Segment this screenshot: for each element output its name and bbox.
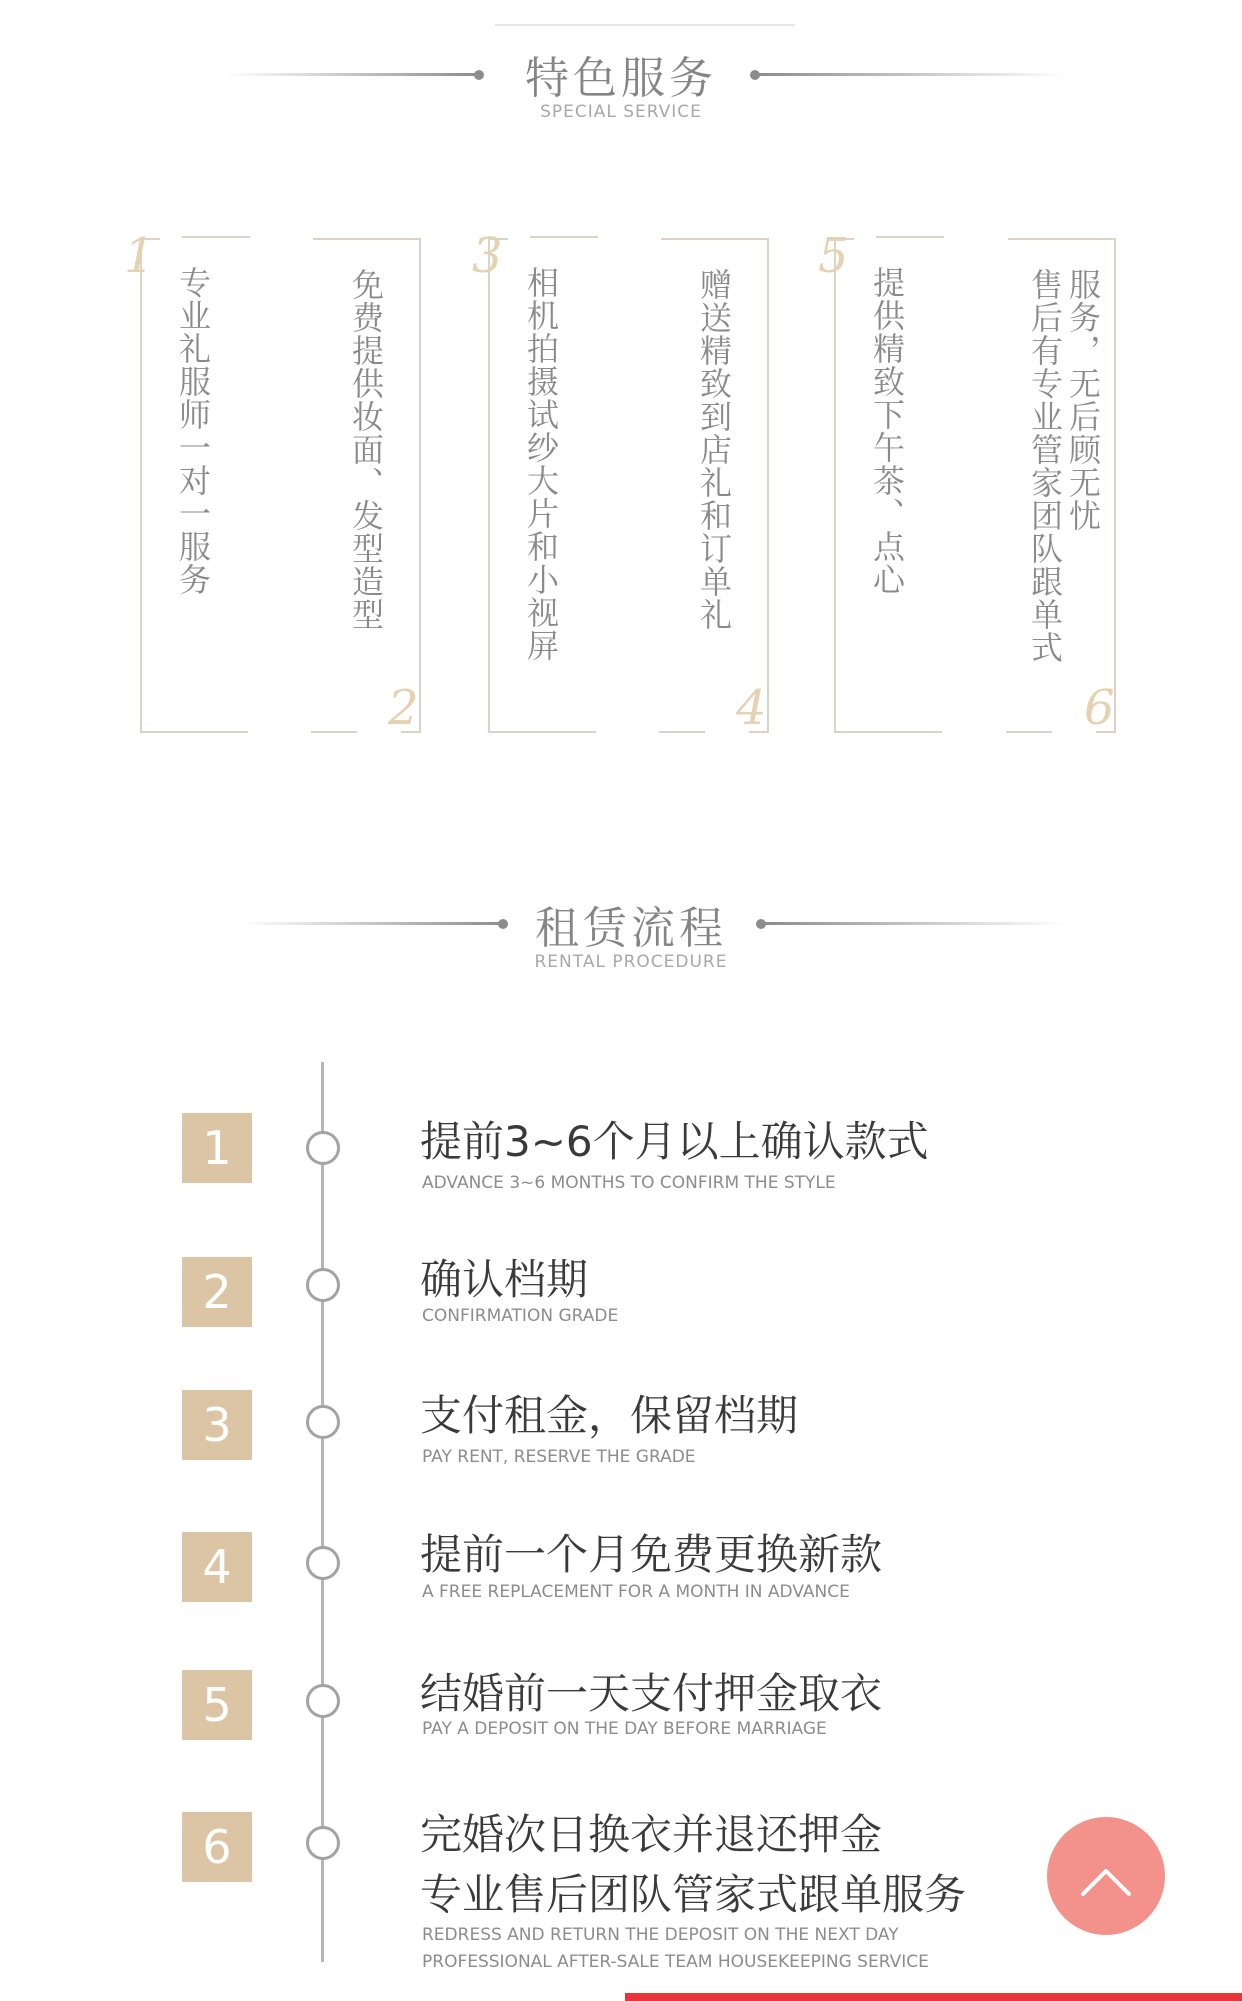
- timeline-node: [306, 1826, 340, 1860]
- step-number-badge: 3: [182, 1390, 252, 1460]
- service-number: 1: [124, 228, 155, 284]
- step-title: 支付租金，保留档期: [420, 1391, 799, 1440]
- special-service-header: [0, 40, 1242, 150]
- timeline-node: [306, 1131, 340, 1165]
- service-card-1: [140, 238, 248, 733]
- service-number: 4: [736, 680, 767, 736]
- chevron-up-icon: [1080, 1867, 1132, 1897]
- service-card-5: [834, 238, 942, 733]
- service-text: 专业礼服师一对一服务: [174, 266, 212, 596]
- service-text: 相机拍摄试纱大片和小视屏: [522, 266, 560, 662]
- service-number: 5: [818, 228, 849, 284]
- service-number: 6: [1084, 680, 1115, 736]
- step-subtitle: PAY A DEPOSIT ON THE DAY BEFORE MARRIAGE: [422, 1719, 827, 1739]
- section-subtitle: RENTAL PROCEDURE: [534, 952, 728, 972]
- service-text-col2: 售后有专业管家团队跟单式: [1026, 268, 1064, 664]
- rental-procedure-header: [0, 890, 1242, 1000]
- service-card-6: [1008, 238, 1116, 733]
- timeline-node: [306, 1268, 340, 1302]
- step-title: 提前一个月免费更换新款: [420, 1530, 883, 1579]
- step-subtitle: PAY RENT, RESERVE THE GRADE: [422, 1447, 696, 1467]
- service-card-2: [313, 238, 421, 733]
- timeline-node: [306, 1546, 340, 1580]
- service-text-col1: 服务，无后顾无忧: [1064, 268, 1102, 532]
- service-text: 提供精致下午茶、点心: [868, 266, 906, 596]
- timeline-node: [306, 1684, 340, 1718]
- step-subtitle: CONFIRMATION GRADE: [422, 1306, 619, 1326]
- section-subtitle: SPECIAL SERVICE: [540, 102, 702, 122]
- service-number: 2: [388, 680, 419, 736]
- step-number-badge: 5: [182, 1670, 252, 1740]
- top-divider: [495, 24, 795, 26]
- step-number-badge: 6: [182, 1812, 252, 1882]
- step-title: 结婚前一天支付押金取衣: [420, 1669, 883, 1718]
- service-text: 免费提供妆面、发型造型: [347, 268, 385, 631]
- bottom-accent-bar: [625, 1993, 1242, 2001]
- step-subtitle: REDRESS AND RETURN THE DEPOSIT ON THE NEXT DAY: [422, 1925, 899, 1945]
- service-card-3: [488, 238, 596, 733]
- step-title: 确认档期: [420, 1255, 589, 1304]
- step-number-badge: 4: [182, 1532, 252, 1602]
- step-subtitle: A FREE REPLACEMENT FOR A MONTH IN ADVANCE: [422, 1582, 850, 1602]
- step-subtitle: ADVANCE 3~6 MONTHS TO CONFIRM THE STYLE: [422, 1173, 836, 1193]
- section-title: 特色服务: [525, 53, 717, 104]
- service-text: 赠送精致到店礼和订单礼: [695, 268, 733, 631]
- step-number-badge: 2: [182, 1257, 252, 1327]
- step-title-line2: 专业售后团队管家式跟单服务: [420, 1870, 967, 1919]
- step-subtitle-line2: PROFESSIONAL AFTER-SALE TEAM HOUSEKEEPING SERVICE: [422, 1952, 929, 1972]
- section-title: 租赁流程: [535, 903, 727, 954]
- timeline-node: [306, 1405, 340, 1439]
- step-number-badge: 1: [182, 1113, 252, 1183]
- service-card-4: [661, 238, 769, 733]
- step-title: 提前3~6个月以上确认款式: [420, 1117, 929, 1166]
- step-title: 完婚次日换衣并退还押金: [420, 1810, 883, 1859]
- service-number: 3: [472, 228, 503, 284]
- scroll-to-top-button[interactable]: [1047, 1817, 1165, 1935]
